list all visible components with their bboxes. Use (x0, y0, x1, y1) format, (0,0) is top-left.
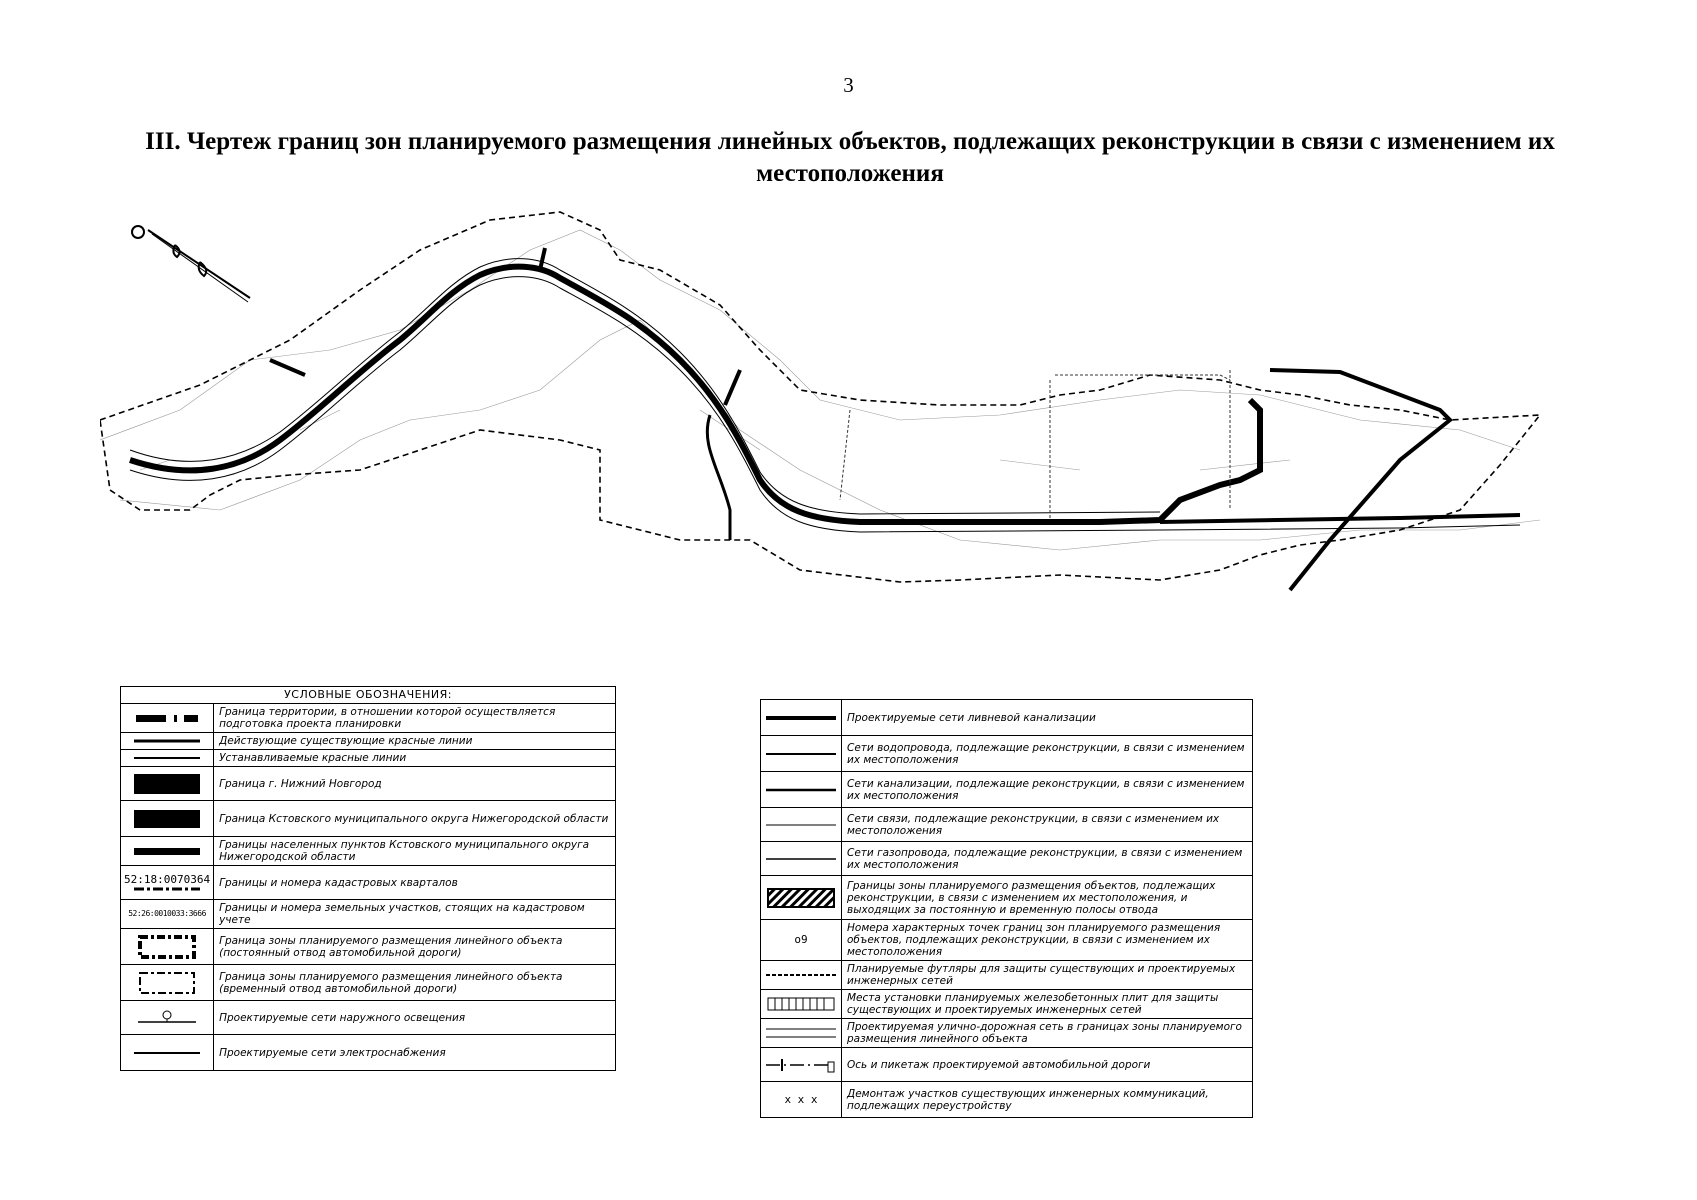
legend-row (761, 990, 1253, 1019)
legend-row (761, 842, 1253, 876)
legend-symbol-concrete-slabs (761, 990, 842, 1019)
page-number: 3 (843, 73, 854, 97)
legend-symbol-gas-pipeline (761, 842, 842, 876)
north-arrow-icon (132, 226, 250, 302)
legend-row (121, 1035, 616, 1071)
legend-symbol-water-supply (761, 736, 842, 772)
legend-row (761, 876, 1253, 920)
legend-label: Сети водопровода, подлежащие реконструкции, в связи с изменением их местоположения (842, 736, 1253, 772)
legend-label: Планируемые футляры для защиты существующих и проектируемых инженерных сетей (842, 961, 1253, 990)
page-heading: III. Чертеж границ зон планируемого размещения линейных объектов, подлежащих реконструкции в связи с изменением их местоположения (145, 128, 1555, 187)
dismantling-marks: x x x (784, 1092, 818, 1106)
legend-label: Ось и пикетаж проектируемой автомобильной дороги (842, 1048, 1253, 1082)
road-corridor (130, 259, 1520, 540)
site-plan-drawing (100, 210, 1600, 650)
legend-row (121, 900, 616, 929)
legend-row (121, 733, 616, 750)
legend-symbol-permanent-allotment (121, 929, 214, 965)
legend-symbol-city-boundary (121, 767, 214, 801)
legend-symbol-dismantling (761, 1082, 842, 1118)
legend-label: Сети связи, подлежащие реконструкции, в связи с изменением их местоположения (842, 808, 1253, 842)
legend-row (121, 750, 616, 767)
legend-symbol-sewerage (761, 772, 842, 808)
legend-label: Сети канализации, подлежащие реконструкции, в связи с изменением их местоположения (842, 772, 1253, 808)
legend-row (121, 704, 616, 733)
legend-label: Граница зоны планируемого размещения линейного объекта (постоянный отвод автомобильной дороги) (214, 929, 616, 965)
legend-row (761, 1048, 1253, 1082)
legend-row (121, 767, 616, 801)
legend-label: Сети газопровода, подлежащие реконструкции, в связи с изменением их местоположения (842, 842, 1253, 876)
legend-title: УСЛОВНЫЕ ОБОЗНАЧЕНИЯ: (121, 687, 616, 704)
cadastral-quarter-number: 52:18:0070364 (124, 872, 211, 886)
legend-label: Границы и номера кадастровых кварталов (214, 866, 616, 900)
legend-symbol-planning-territory (121, 704, 214, 733)
legend-label: Устанавливаемые красные линии (214, 750, 616, 767)
legend-label: Границы населенных пунктов Кстовского муниципального округа Нижегородской области (214, 837, 616, 866)
legend-symbol-cadastral-quarters (121, 866, 214, 900)
point-number: о9 (794, 933, 808, 946)
legend-label: Номера характерных точек границ зон планируемого размещения объектов, подлежащих реконструкции, в связи с изменением их местоположения (842, 920, 1253, 961)
legend-row (761, 920, 1253, 961)
territory-boundary-line (100, 212, 1540, 582)
legend-row (121, 801, 616, 837)
legend-symbol-protective-cases (761, 961, 842, 990)
legend-label: Проектируемая улично-дорожная сеть в границах зоны планируемого размещения линейного объекта (842, 1019, 1253, 1048)
legend-symbol-street-road-network (761, 1019, 842, 1048)
legend-row (121, 929, 616, 965)
legend-symbol-communication (761, 808, 842, 842)
legend-label: Граница зоны планируемого размещения линейного объекта (временный отвод автомобильной дороги) (214, 965, 616, 1001)
legend-symbol-characteristic-points (761, 920, 842, 961)
legend-table-right (760, 699, 1253, 1118)
legend-row (761, 961, 1253, 990)
legend-symbol-storm-sewer (761, 700, 842, 736)
legend-symbol-road-axis-picket (761, 1048, 842, 1082)
building-blocks (840, 370, 1230, 520)
legend-label: Проектируемые сети ливневой канализации (842, 700, 1253, 736)
legend-row (761, 772, 1253, 808)
legend-row (121, 837, 616, 866)
legend-row (121, 965, 616, 1001)
legend-label: Действующие существующие красные линии (214, 733, 616, 750)
legend-row (761, 1082, 1253, 1118)
legend-label: Границы и номера земельных участков, стоящих на кадастровом учете (214, 900, 616, 929)
legend-label: Границы зоны планируемого размещения объектов, подлежащих реконструкции, в связи с изменением их местоположения, и выходящих за постоянную и временную полосы отвода (842, 876, 1253, 920)
legend-label: Граница Кстовского муниципального округа Нижегородской области (214, 801, 616, 837)
legend-symbol-existing-red-lines (121, 733, 214, 750)
legend-row (121, 866, 616, 900)
legend-row (121, 1001, 616, 1035)
legend-label: Демонтаж участков существующих инженерных коммуникаций, подлежащих переустройству (842, 1082, 1253, 1118)
legend-row (761, 736, 1253, 772)
legend-symbol-temporary-allotment (121, 965, 214, 1001)
legend-label: Проектируемые сети наружного освещения (214, 1001, 616, 1035)
legend-row (761, 808, 1253, 842)
legend-row (761, 1019, 1253, 1048)
legend-label: Места установки планируемых железобетонных плит для защиты существующих и проектируемых инженерных сетей (842, 990, 1253, 1019)
legend-symbol-reconstruction-zone (761, 876, 842, 920)
legend-symbol-district-boundary (121, 801, 214, 837)
legend-label: Проектируемые сети электроснабжения (214, 1035, 616, 1071)
legend-symbol-land-plots (121, 900, 214, 929)
topographic-background (100, 230, 1540, 550)
legend-table-left (120, 686, 616, 1071)
legend-row (761, 700, 1253, 736)
legend-symbol-power-supply (121, 1035, 214, 1071)
land-plot-number: 52:26:0010033:3666 (128, 909, 206, 918)
legend-label: Граница г. Нижний Новгород (214, 767, 616, 801)
legend-symbol-established-red-lines (121, 750, 214, 767)
legend-symbol-outdoor-lighting (121, 1001, 214, 1035)
legend-symbol-settlement-boundaries (121, 837, 214, 866)
legend-label: Граница территории, в отношении которой осуществляется подготовка проекта планировки (214, 704, 616, 733)
